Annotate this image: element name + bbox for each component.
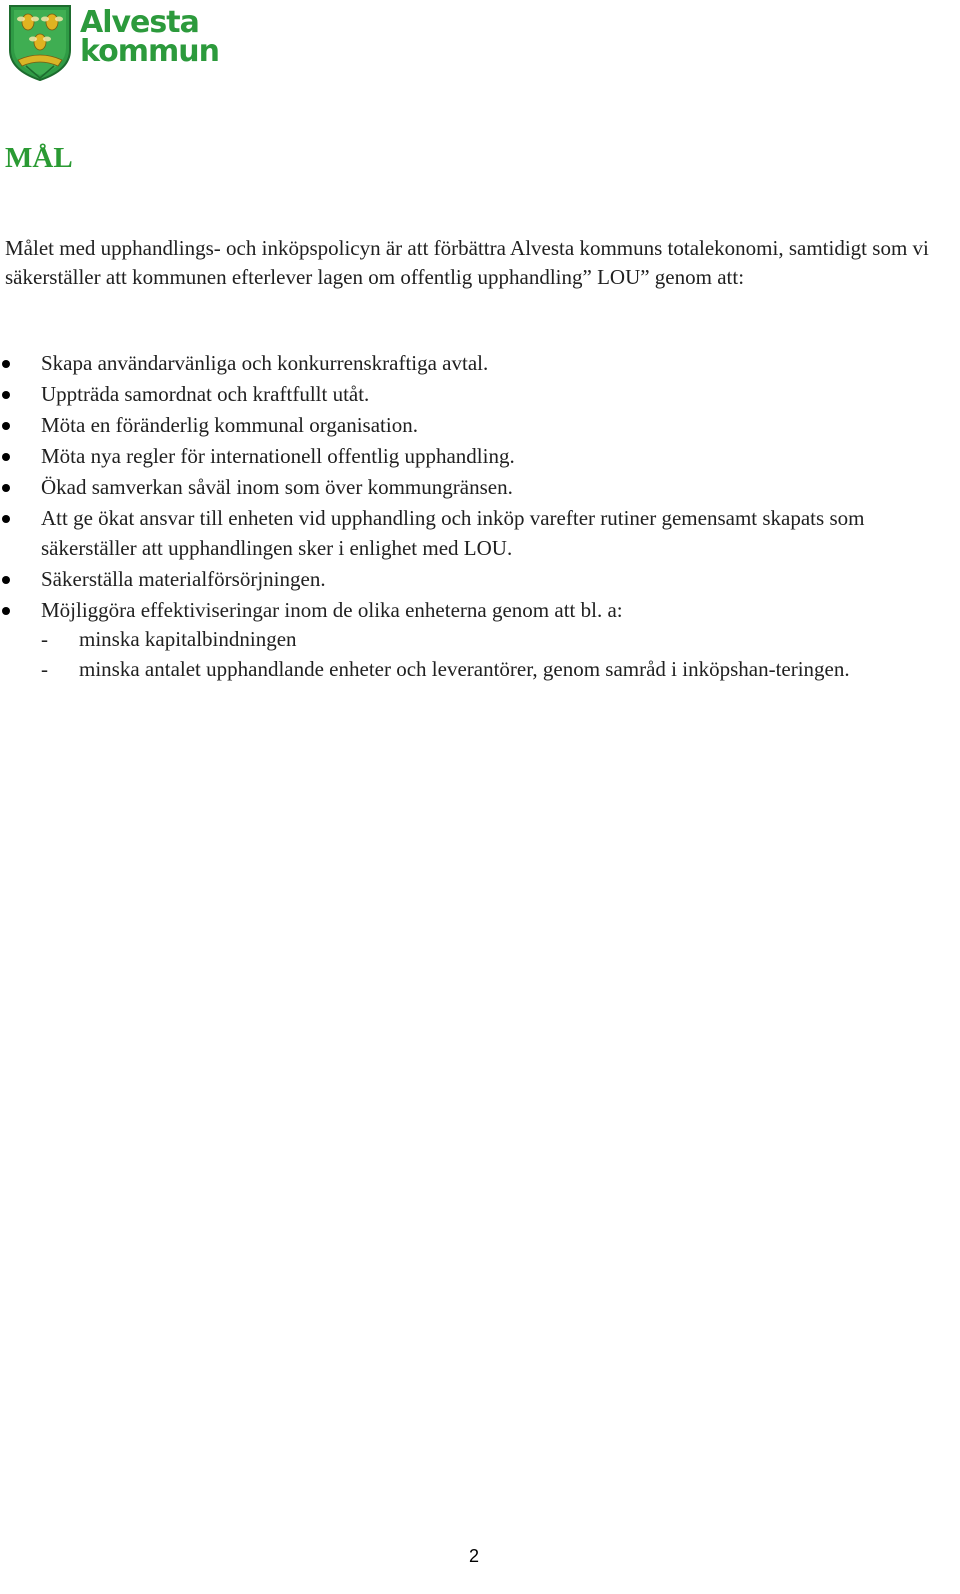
bullet-icon xyxy=(2,360,10,368)
dash-marker: - xyxy=(41,627,48,651)
sub-goal-text: minska antalet upphandlande enheter och leverantörer, genom samråd i inköpshan-teringen. xyxy=(79,656,850,681)
goal-item xyxy=(0,411,945,441)
goal-item xyxy=(0,380,945,410)
goal-item xyxy=(0,442,945,472)
goal-text: Möjliggöra effektiviseringar inom de olika enheterna genom att bl. a: xyxy=(41,597,623,622)
intro-paragraph: Målet med upphandlings- och inköpspolicyn är att förbättra Alvesta kommuns totalekonomi, samtidigt som vi säkerställer att kommunen efterlever lagen om offentlig upphandling” LOU” genom att: xyxy=(5,236,929,289)
logo-line-2: kommun xyxy=(80,34,219,69)
goal-item xyxy=(0,349,945,379)
section-heading: MÅL xyxy=(5,142,73,174)
goals-list xyxy=(0,349,945,686)
goal-item xyxy=(0,473,945,503)
goal-text: Säkerställa materialförsörjningen. xyxy=(41,566,326,591)
sub-goal-text: minska kapitalbindningen xyxy=(79,627,297,651)
goal-item xyxy=(0,504,945,563)
bullet-icon xyxy=(2,576,10,584)
goal-text: Möta en föränderlig kommunal organisation. xyxy=(41,413,418,437)
sub-goals-list xyxy=(41,625,945,684)
bullet-icon xyxy=(2,391,10,399)
goal-text: Att ge ökat ansvar till enheten vid upphandling och inköp varefter rutiner gemensamt skapats som säkerställer att upphandlingen sker i enlighet med LOU. xyxy=(41,506,865,560)
goal-text: Uppträda samordnat och kraftfullt utåt. xyxy=(41,382,370,406)
goal-text: Möta nya regler för internationell offentlig upphandling. xyxy=(41,444,515,468)
logo-line-1: Alvesta xyxy=(80,5,199,40)
page-number: 2 xyxy=(469,1546,480,1566)
sub-goal-item xyxy=(41,625,945,655)
logo-wordmark xyxy=(80,5,219,69)
goal-item xyxy=(0,565,945,595)
bullet-icon xyxy=(2,422,10,430)
bullet-icon xyxy=(2,453,10,461)
goal-item xyxy=(0,596,945,685)
goal-text: Skapa användarvänliga och konkurrenskraftiga avtal. xyxy=(41,351,489,375)
bullet-icon xyxy=(2,484,10,492)
bullet-icon xyxy=(2,607,10,615)
dash-marker: - xyxy=(41,656,48,681)
bullet-icon xyxy=(2,515,10,523)
municipality-logo xyxy=(8,4,219,82)
sub-goal-item xyxy=(41,655,945,685)
coat-of-arms-icon xyxy=(8,4,72,82)
goal-text: Ökad samverkan såväl inom som över kommungränsen. xyxy=(41,475,513,499)
